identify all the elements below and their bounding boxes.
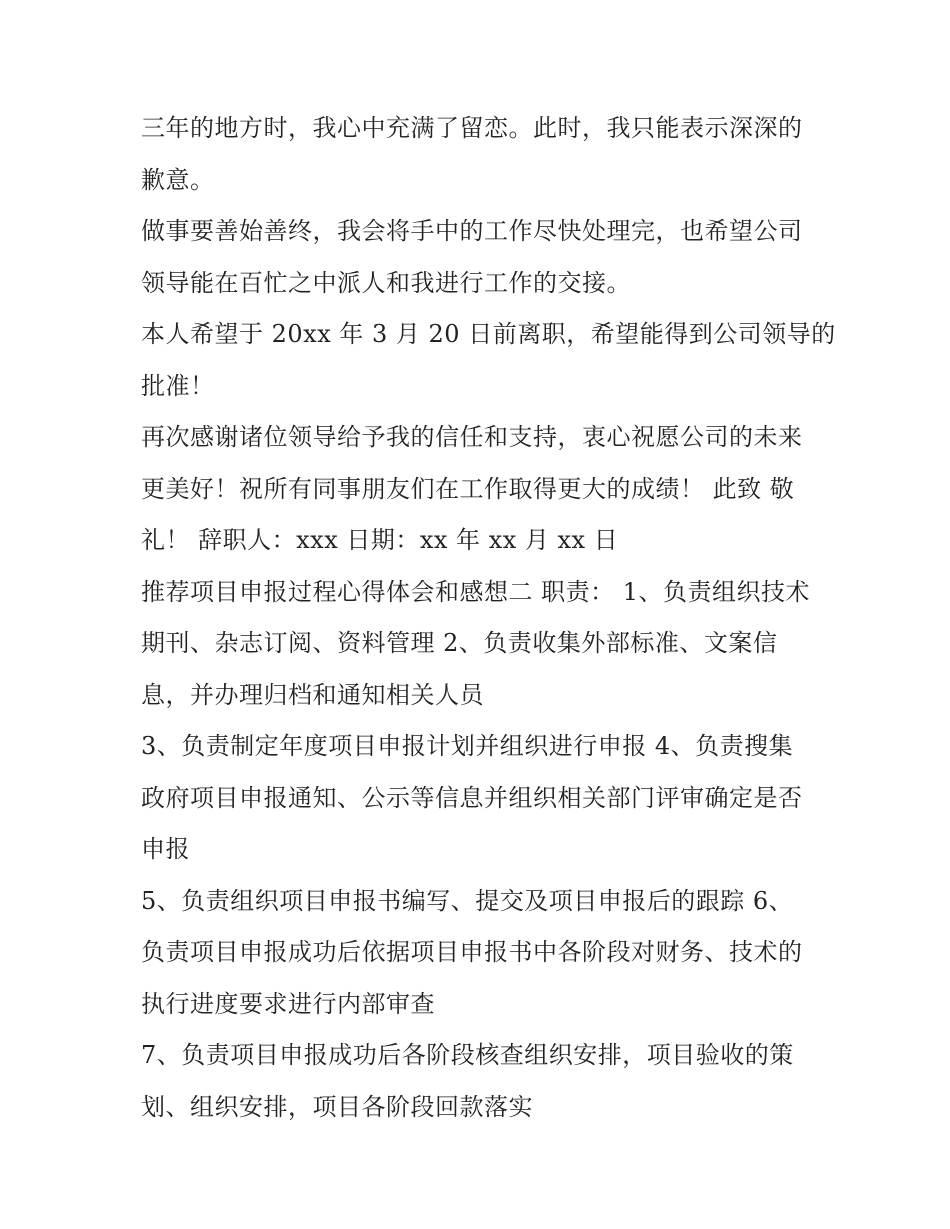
- text-line: 政府项目申报通知、公示等信息并组织相关部门评审确定是否: [141, 783, 803, 812]
- text-line: 划、组织安排，项目各阶段回款落实: [141, 1092, 533, 1121]
- text-line: 5、负责组织项目申报书编写、提交及项目申报后的跟踪 6、: [141, 886, 794, 915]
- text-line: 息，并办理归档和通知相关人员: [141, 680, 484, 709]
- text-line: 礼！ 辞职人：xxx 日期：xx 年 xx 月 xx 日: [141, 526, 619, 554]
- text-line: 做事要善始善终，我会将手中的工作尽快处理完，也希望公司: [141, 217, 803, 245]
- text-line: 领导能在百忙之中派人和我进行工作的交接。: [141, 268, 631, 297]
- document-body: [141, 103, 836, 1133]
- text-line: 7、负责项目申报成功后各阶段核查组织安排，项目验收的策: [141, 1041, 794, 1069]
- text-line: 推荐项目申报过程心得体会和感想二 职责： 1、负责组织技术: [141, 577, 811, 606]
- text-line: 负责项目申报成功后依据项目申报书中各阶段对财务、技术的: [141, 938, 803, 966]
- text-line: 三年的地方时，我心中充满了留恋。此时，我只能表示深深的: [141, 114, 803, 142]
- text-line: 3、负责制定年度项目申报计划并组织进行申报 4、负责搜集: [141, 732, 794, 760]
- text-line: 申报: [141, 835, 190, 863]
- text-line: 歉意。: [141, 165, 215, 194]
- text-line: 期刊、杂志订阅、资料管理 2、负责收集外部标准、文案信: [141, 629, 778, 657]
- text-line: 执行进度要求进行内部审查: [141, 989, 435, 1018]
- text-line: 更美好！祝所有同事朋友们在工作取得更大的成绩！ 此致 敬: [141, 474, 795, 503]
- text-line: 再次感谢诸位领导给予我的信任和支持，衷心祝愿公司的未来: [141, 423, 803, 451]
- text-line: 本人希望于 20xx 年 3 月 20 日前离职，希望能得到公司领导的: [141, 320, 836, 348]
- text-line: 批准！: [141, 371, 215, 400]
